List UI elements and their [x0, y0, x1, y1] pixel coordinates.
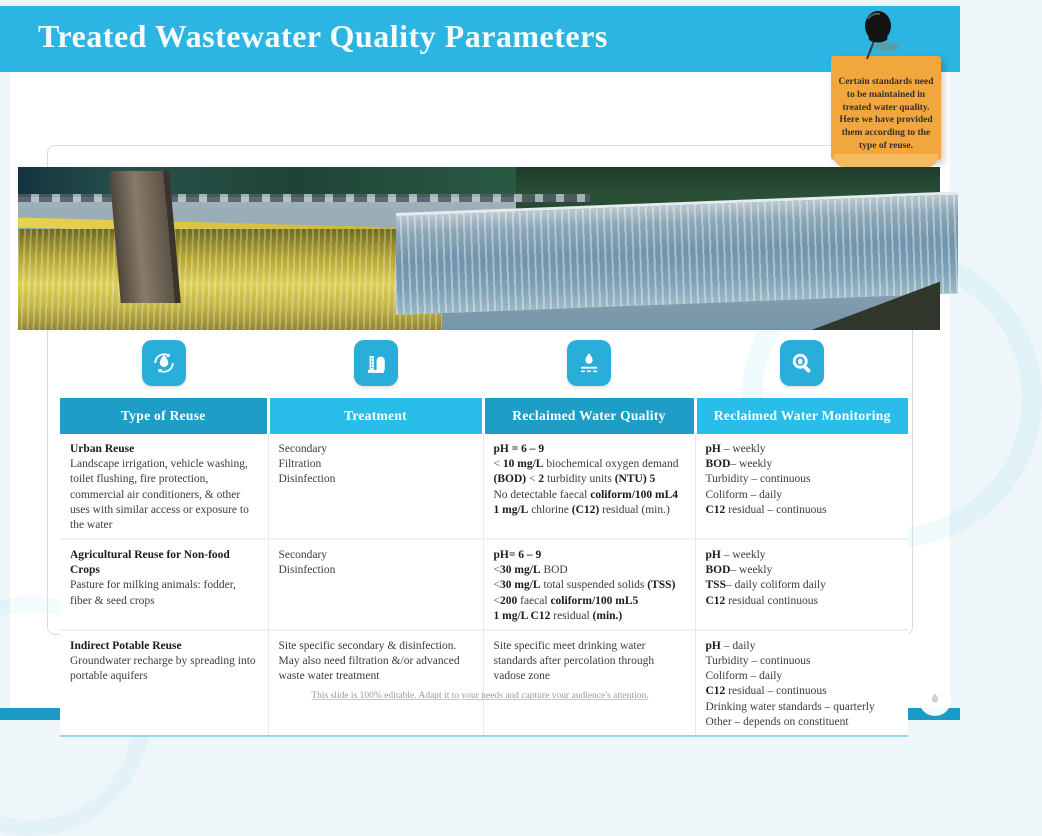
watermark-drop-icon	[926, 691, 944, 709]
table-cell: pH – weekly BOD– weekly TSS– daily coliform daily C12 residual continuous	[695, 539, 908, 630]
table-cell: pH = 6 – 9 < 10 mg/L biochemical oxygen demand (BOD) < 2 turbidity units (NTU) 5 No detectable faecal coliform/100 mL4 1 mg/L chlorine (C12) residual (min.)	[483, 434, 695, 539]
table-cell: Agricultural Reuse for Non-food Crops Pasture for milking animals: fodder, fiber & seed crops	[60, 539, 268, 630]
table-row	[60, 434, 908, 539]
dam-spillway-photo	[18, 167, 940, 330]
table-cell: pH – daily Turbidity – continuous Coliform – daily C12 residual – continuous Drinking water standards – quarterly Other – depends on constituent	[695, 630, 908, 736]
table-header-row	[60, 398, 908, 434]
table-cell: pH – weekly BOD– weekly Turbidity – continuous Coliform – daily C12 residual – continuous	[695, 434, 908, 539]
sticky-note	[831, 56, 941, 160]
treatment-plant-icon	[354, 340, 398, 386]
table-cell: Urban Reuse Landscape irrigation, vehicle washing, toilet flushing, fire protection, commercial air conditioners, & other uses with similar access or exposure to the water	[70, 443, 249, 531]
table-cell: Indirect Potable Reuse Groundwater recharge by spreading into portable aquifers	[60, 630, 268, 736]
column-header: Reclaimed Water Quality	[483, 398, 695, 434]
inspection-magnifier-icon	[780, 340, 824, 386]
note-fold	[834, 154, 938, 167]
column-header: Type of Reuse	[60, 398, 268, 434]
table-row	[60, 630, 908, 736]
reuse-standards-table	[60, 398, 908, 737]
table-cell: Site specific meet drinking water standards after percolation through vadose zone	[483, 630, 695, 736]
brand-watermark	[919, 684, 951, 716]
page-title: Treated Wastewater Quality Parameters	[38, 18, 608, 54]
column-header: Treatment	[268, 398, 483, 434]
golden-waterfall	[18, 229, 442, 330]
water-drop-level-icon	[567, 340, 611, 386]
table-row	[60, 539, 908, 630]
table-cell: Secondary Disinfection	[268, 539, 483, 630]
table-cell: pH= 6 – 9 <30 mg/L BOD <30 mg/L total suspended solids (TSS) <200 faecal coliform/100 mL5 1 mg/L C12 residual (min.)	[483, 539, 695, 630]
push-pin-icon	[852, 6, 904, 71]
editable-note: This slide is 100% editable. Adapt it to your needs and capture your audience's attention.	[311, 691, 649, 701]
table-cell: Secondary Filtration Disinfection	[268, 434, 483, 539]
column-header: Reclaimed Water Monitoring	[695, 398, 908, 434]
water-recycle-icon	[142, 340, 186, 386]
note-text: Certain standards need to be maintained in treated water quality. Here we have provided them according to the type of reuse.	[838, 77, 934, 152]
table-cell: Site specific secondary & disinfection. May also need filtration &/or advanced waste water treatment	[268, 630, 483, 736]
bridge	[18, 194, 590, 202]
concrete-pillar	[109, 171, 180, 303]
blue-spillway	[396, 191, 958, 315]
